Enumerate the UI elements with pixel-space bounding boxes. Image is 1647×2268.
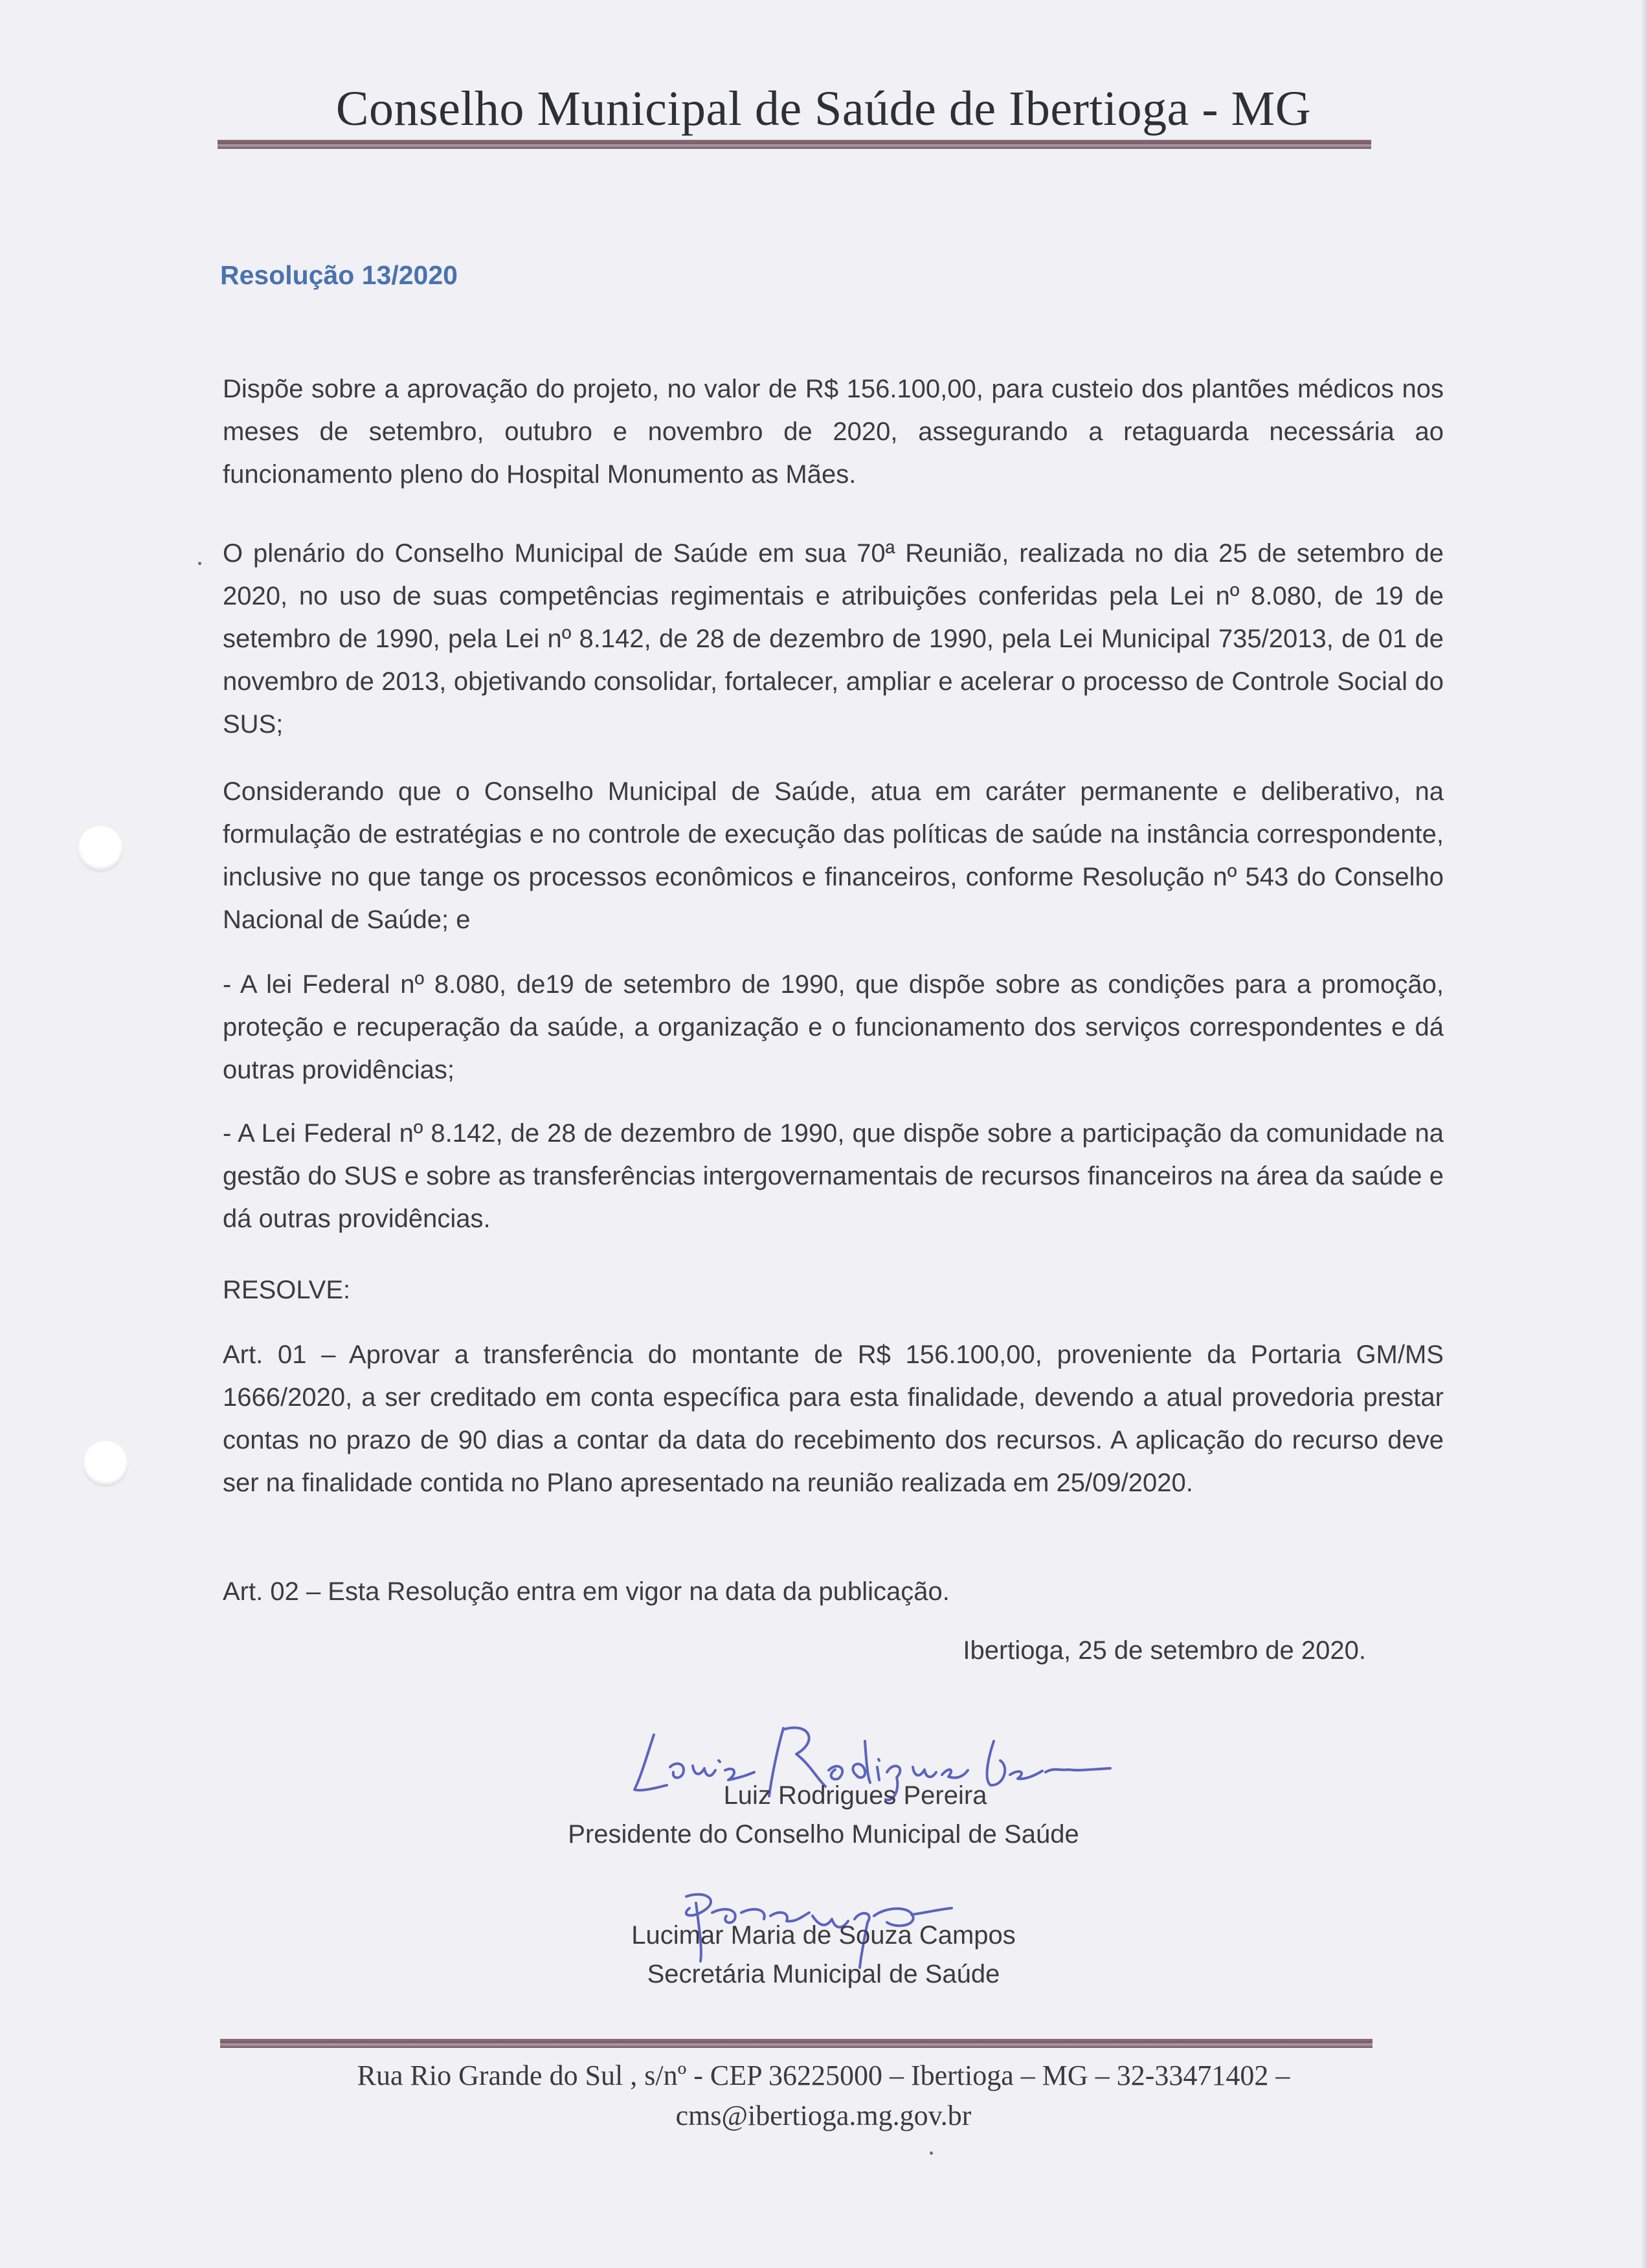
president-name: Luiz Rodrigues Pereira (723, 1781, 987, 1810)
lei-8142-paragraph: - A Lei Federal nº 8.142, de 28 de dezembro de 1990, que dispõe sobre a participação da comunidade na gestão do SUS e sobre as transferências intergovernamentais de recursos financeiros na área da saúde e dá outras providências. (223, 1119, 1444, 1233)
punch-hole-upper (78, 826, 123, 871)
article-02: Art. 02 – Esta Resolução entra em vigor na data da publicação. (223, 1577, 950, 1606)
footer-address: Rua Rio Grande do Sul , s/nº - CEP 36225000 – Ibertioga – MG – 32-33471402 – (357, 2060, 1290, 2091)
scan-speck (198, 562, 201, 565)
resolution-number: Resolução 13/2020 (220, 260, 458, 290)
president-role: Presidente do Conselho Municipal de Saúde (568, 1820, 1079, 1849)
article-01: Art. 01 – Aprovar a transferência do montante de R$ 156.100,00, proveniente da Portaria GM/MS 1666/2020, a ser creditado em conta específica para esta finalidade, devendo a atual provedoria prestar contas no prazo de 90 dias a contar da data do recebimento dos recursos. A aplicação do recurso deve ser na finalidade contida no Plano apresentado na reunião realizada em 25/09/2020. (223, 1340, 1444, 1497)
scan-speck (930, 2151, 933, 2155)
place-and-date: Ibertioga, 25 de setembro de 2020. (963, 1636, 1366, 1665)
letterhead-divider (218, 140, 1371, 149)
ementa-paragraph: Dispõe sobre a aprovação do projeto, no valor de R$ 156.100,00, para custeio dos plantões médicos nos meses de setembro, outubro e novembro de 2020, assegurando a retaguarda necessária ao funcionamento pleno do Hospital Monumento as Mães. (223, 375, 1444, 489)
footer-divider (220, 2039, 1372, 2048)
plenario-paragraph: O plenário do Conselho Municipal de Saúde em sua 70ª Reunião, realizada no dia 25 de setembro de 2020, no uso de suas competências regimentais e atribuições conferidas pela Lei nº 8.080, de 19 de setembro de 1990, pela Lei nº 8.142, de 28 de dezembro de 1990, pela Lei Municipal 735/2013, de 01 de novembro de 2013, objetivando consolidar, fortalecer, ampliar e acelerar o processo de Controle Social do SUS; (223, 539, 1444, 739)
letterhead-title: Conselho Municipal de Saúde de Ibertioga - MG (335, 82, 1312, 136)
punch-hole-lower (83, 1441, 128, 1486)
considerando-paragraph: Considerando que o Conselho Municipal de Saúde, atua em caráter permanente e deliberativo, na formulação de estratégias e no controle de execução das políticas de saúde na instância correspondente, inclusive no que tange os processos econômicos e financeiros, conforme Resolução nº 543 do Conselho Nacional de Saúde; e (223, 777, 1444, 934)
secretary-signature-block (0, 1916, 1647, 1994)
president-signature-block (0, 1776, 1647, 1854)
resolve-heading: RESOLVE: (223, 1276, 351, 1304)
lei-8080-paragraph: - A lei Federal nº 8.080, de19 de setembro de 1990, que dispõe sobre as condições para a promoção, proteção e recuperação da saúde, a organização e o funcionamento dos serviços correspondentes e dá outras providências; (223, 970, 1444, 1084)
footer-email: cms@ibertioga.mg.gov.br (675, 2100, 972, 2131)
secretary-role: Secretária Municipal de Saúde (647, 1960, 1000, 1988)
secretary-name: Lucimar Maria de Souza Campos (631, 1921, 1016, 1950)
